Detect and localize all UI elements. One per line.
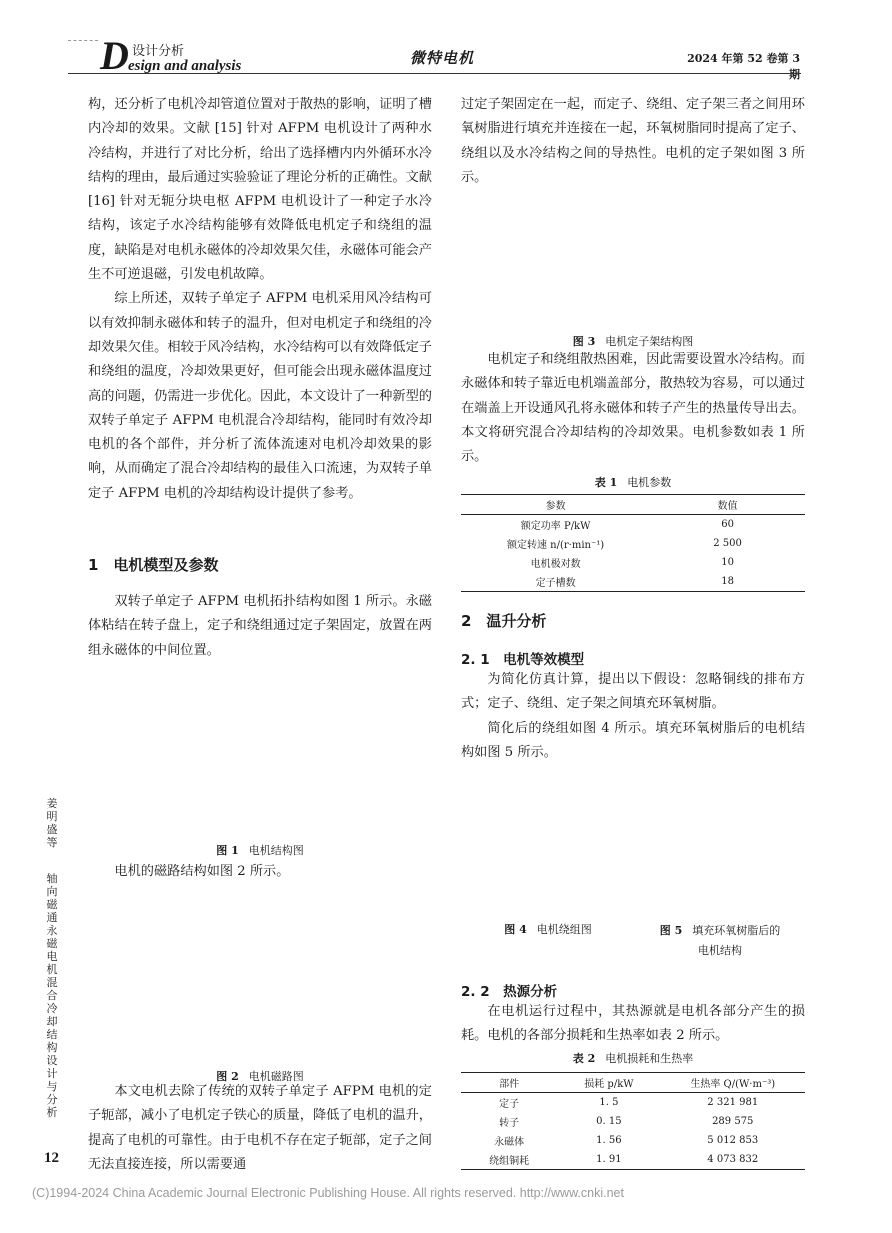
sidebar-authors: 姜明盛等 (46, 797, 58, 849)
section-name-cn: 设计分析 (132, 44, 185, 59)
table-row (461, 553, 805, 572)
right-column-mid (461, 348, 805, 469)
paragraph: 电机定子和绕组散热困难，因此需要设置水冷结构。而永磁体和转子靠近电机端盖部分，散热较为容易，可以通过在端盖上开设通风孔将永磁体和转子产生的热量传导出去。本文将研究混合冷却结构的冷却效果。电机参数如表 1 所示。 (461, 352, 805, 465)
issue-info: 2024 年第 52 卷第 3 期 (687, 52, 800, 81)
figure-number: 图 3 (572, 335, 596, 348)
table-cell: 2 500 (713, 538, 742, 549)
table-header-row (461, 495, 805, 515)
table-cell: 10 (721, 557, 734, 568)
table-cell: 4 073 832 (707, 1154, 759, 1165)
table-header-cell: 部件 (499, 1079, 520, 1090)
table-1-caption (461, 474, 805, 490)
table-cell: 2 321 981 (707, 1097, 759, 1108)
table-cell: 18 (721, 576, 734, 587)
header-decoration (68, 40, 98, 73)
section-logo: D (100, 33, 129, 78)
table-title: 电机参数 (627, 476, 672, 489)
figure-number: 图 2 (216, 1070, 239, 1083)
header-rule (68, 73, 801, 74)
table-header-row (461, 1073, 805, 1093)
table-cell: 永磁体 (494, 1137, 525, 1148)
section-name-en: esign and analysis (128, 58, 242, 74)
figure-number: 图 4 (504, 923, 527, 936)
table-2-caption (461, 1050, 805, 1066)
table-1 (461, 494, 805, 592)
figure-title: 电机磁路图 (248, 1070, 304, 1083)
table-number: 表 1 (594, 476, 618, 489)
table-header-cell: 数值 (717, 501, 738, 512)
figure-title: 填充环氧树脂后的 (692, 924, 781, 937)
table-cell: 转子 (499, 1118, 520, 1129)
table-title: 电机损耗和生热率 (605, 1052, 694, 1065)
paragraph: 双转子单定子 AFPM 电机拓扑结构如图 1 所示。永磁体粘结在转子盘上，定子和绕组通过定子架固定，放置在两组永磁体的中间位置。 (88, 594, 432, 658)
table-cell: 5 012 853 (707, 1135, 759, 1146)
left-column-top (88, 93, 432, 506)
subsection-heading-2-2: 2. 2 热源分析 (461, 984, 558, 1000)
table-cell: 1. 5 (599, 1097, 619, 1108)
figure-4-caption (478, 921, 618, 937)
table-cell: 289 575 (712, 1116, 754, 1127)
figure-5-caption (640, 921, 800, 961)
table-cell: 额定功率 P/kW (520, 521, 591, 532)
figure-number: 图 1 (216, 844, 239, 857)
table-cell: 定子 (499, 1099, 520, 1110)
table-cell: 1. 91 (596, 1154, 622, 1165)
left-column-fig2-intro (88, 860, 432, 884)
paragraph: 为简化仿真计算，提出以下假设：忽略铜线的排布方式；定子、绕组、定子架之间填充环氧树脂。 (461, 672, 805, 712)
paragraph: 过定子架固定在一起，而定子、绕组、定子架三者之间用环氧树脂进行填充并连接在一起，环氧树脂同时提高了定子、绕组以及水冷结构之间的导热性。电机的定子架如图 3 所示。 (461, 97, 805, 185)
table-row (461, 572, 805, 592)
table-row (461, 515, 805, 535)
table-cell: 额定转速 n/(r·min⁻¹) (507, 540, 605, 551)
section-heading-1: 1 电机模型及参数 (88, 556, 219, 574)
right-column-2-1 (461, 668, 805, 765)
table-header-cell: 参数 (545, 501, 566, 512)
subsection-heading-2-1: 2. 1 电机等效模型 (461, 652, 585, 668)
left-column-bottom (88, 1080, 432, 1177)
figure-3-caption (461, 333, 805, 349)
figure-title: 电机绕组图 (536, 923, 592, 936)
paragraph: 本文电机去除了传统的双转子单定子 AFPM 电机的定子轭部，减小了电机定子铁心的质量，降低了电机的温升，提高了电机的可靠性。由于电机不存在定子轭部，定子之间无法直接连接，所以需要通 (88, 1084, 432, 1172)
journal-name: 微特电机 (410, 49, 475, 67)
table-cell: 60 (721, 519, 734, 530)
section-heading-2: 2 温升分析 (461, 612, 547, 630)
table-cell: 电机极对数 (530, 559, 581, 570)
sidebar-article-title: 轴向磁通永磁电机混合冷却结构设计与分析 (46, 872, 58, 1119)
table-cell: 0. 15 (596, 1116, 622, 1127)
table-row (461, 1112, 805, 1131)
paragraph: 综上所述，双转子单定子 AFPM 电机采用风冷结构可以有效抑制永磁体和转子的温升，但对电机定子和绕组的冷却效果欠佳。相较于风冷结构，水冷结构可以有效降低定子和绕组的温度，冷却效果更好，但可能会出现永磁体温度过高的问题，仍需进一步优化。因此，本文设计了一种新型的双转子单定子 AFPM 电机混合冷却结构，能同时有效冷却电机的各个部件，并分析了流体流速对电机冷却效果的影响，从而确定了混合冷却结构的最佳入口流速，为双转子单定子 AFPM 电机的冷却结构设计提供了参考。 (88, 291, 432, 501)
left-column-mid (88, 590, 432, 663)
table-header-cell: 损耗 p/kW (584, 1079, 634, 1090)
right-column-2-2 (461, 1000, 805, 1049)
figure-title: 电机定子架结构图 (605, 335, 694, 348)
figure-title: 电机结构图 (248, 844, 304, 857)
figure-1-caption (88, 842, 432, 858)
table-cell: 定子槽数 (535, 578, 576, 589)
figure-number: 图 5 (659, 924, 683, 937)
table-cell: 1. 56 (596, 1135, 622, 1146)
table-cell: 绕组铜耗 (489, 1156, 530, 1167)
figure-title-line2: 电机结构 (698, 944, 742, 957)
table-header-cell: 生热率 Q/(W·m⁻³) (690, 1079, 776, 1090)
table-row (461, 1150, 805, 1170)
paragraph: 构，还分析了电机冷却管道位置对于散热的影响，证明了槽内冷却的效果。文献 [15] 针对 AFPM 电机设计了两种水冷结构，并进行了对比分析，给出了选择槽内内外循环水冷结构的理由，最后通过实验验证了理论分析的正确性。文献 [16] 针对无轭分块电枢 AFPM 电机设计了一种定子水冷结构，该定子水冷结构能够有效降低电机定子和绕组的温度，缺陷是对电机永磁体的冷却效果欠佳，永磁体可能会产生不可逆退磁，引发电机故障。 (88, 97, 432, 283)
table-row (461, 534, 805, 553)
page-number: 12 (44, 1150, 59, 1166)
paragraph: 电机的磁路结构如图 2 所示。 (114, 864, 290, 879)
copyright-footer: (C)1994-2024 China Academic Journal Electronic Publishing House. All rights reserved. http://www.cnki.net (32, 1186, 624, 1200)
paragraph: 在电机运行过程中，其热源就是电机各部分产生的损耗。电机的各部分损耗和生热率如表 2 所示。 (461, 1004, 805, 1044)
table-2 (461, 1072, 805, 1170)
table-row (461, 1131, 805, 1150)
table-number: 表 2 (572, 1052, 596, 1065)
paragraph: 简化后的绕组如图 4 所示。填充环氧树脂后的电机结构如图 5 所示。 (461, 720, 805, 760)
right-column-top (461, 93, 805, 190)
table-row (461, 1093, 805, 1113)
